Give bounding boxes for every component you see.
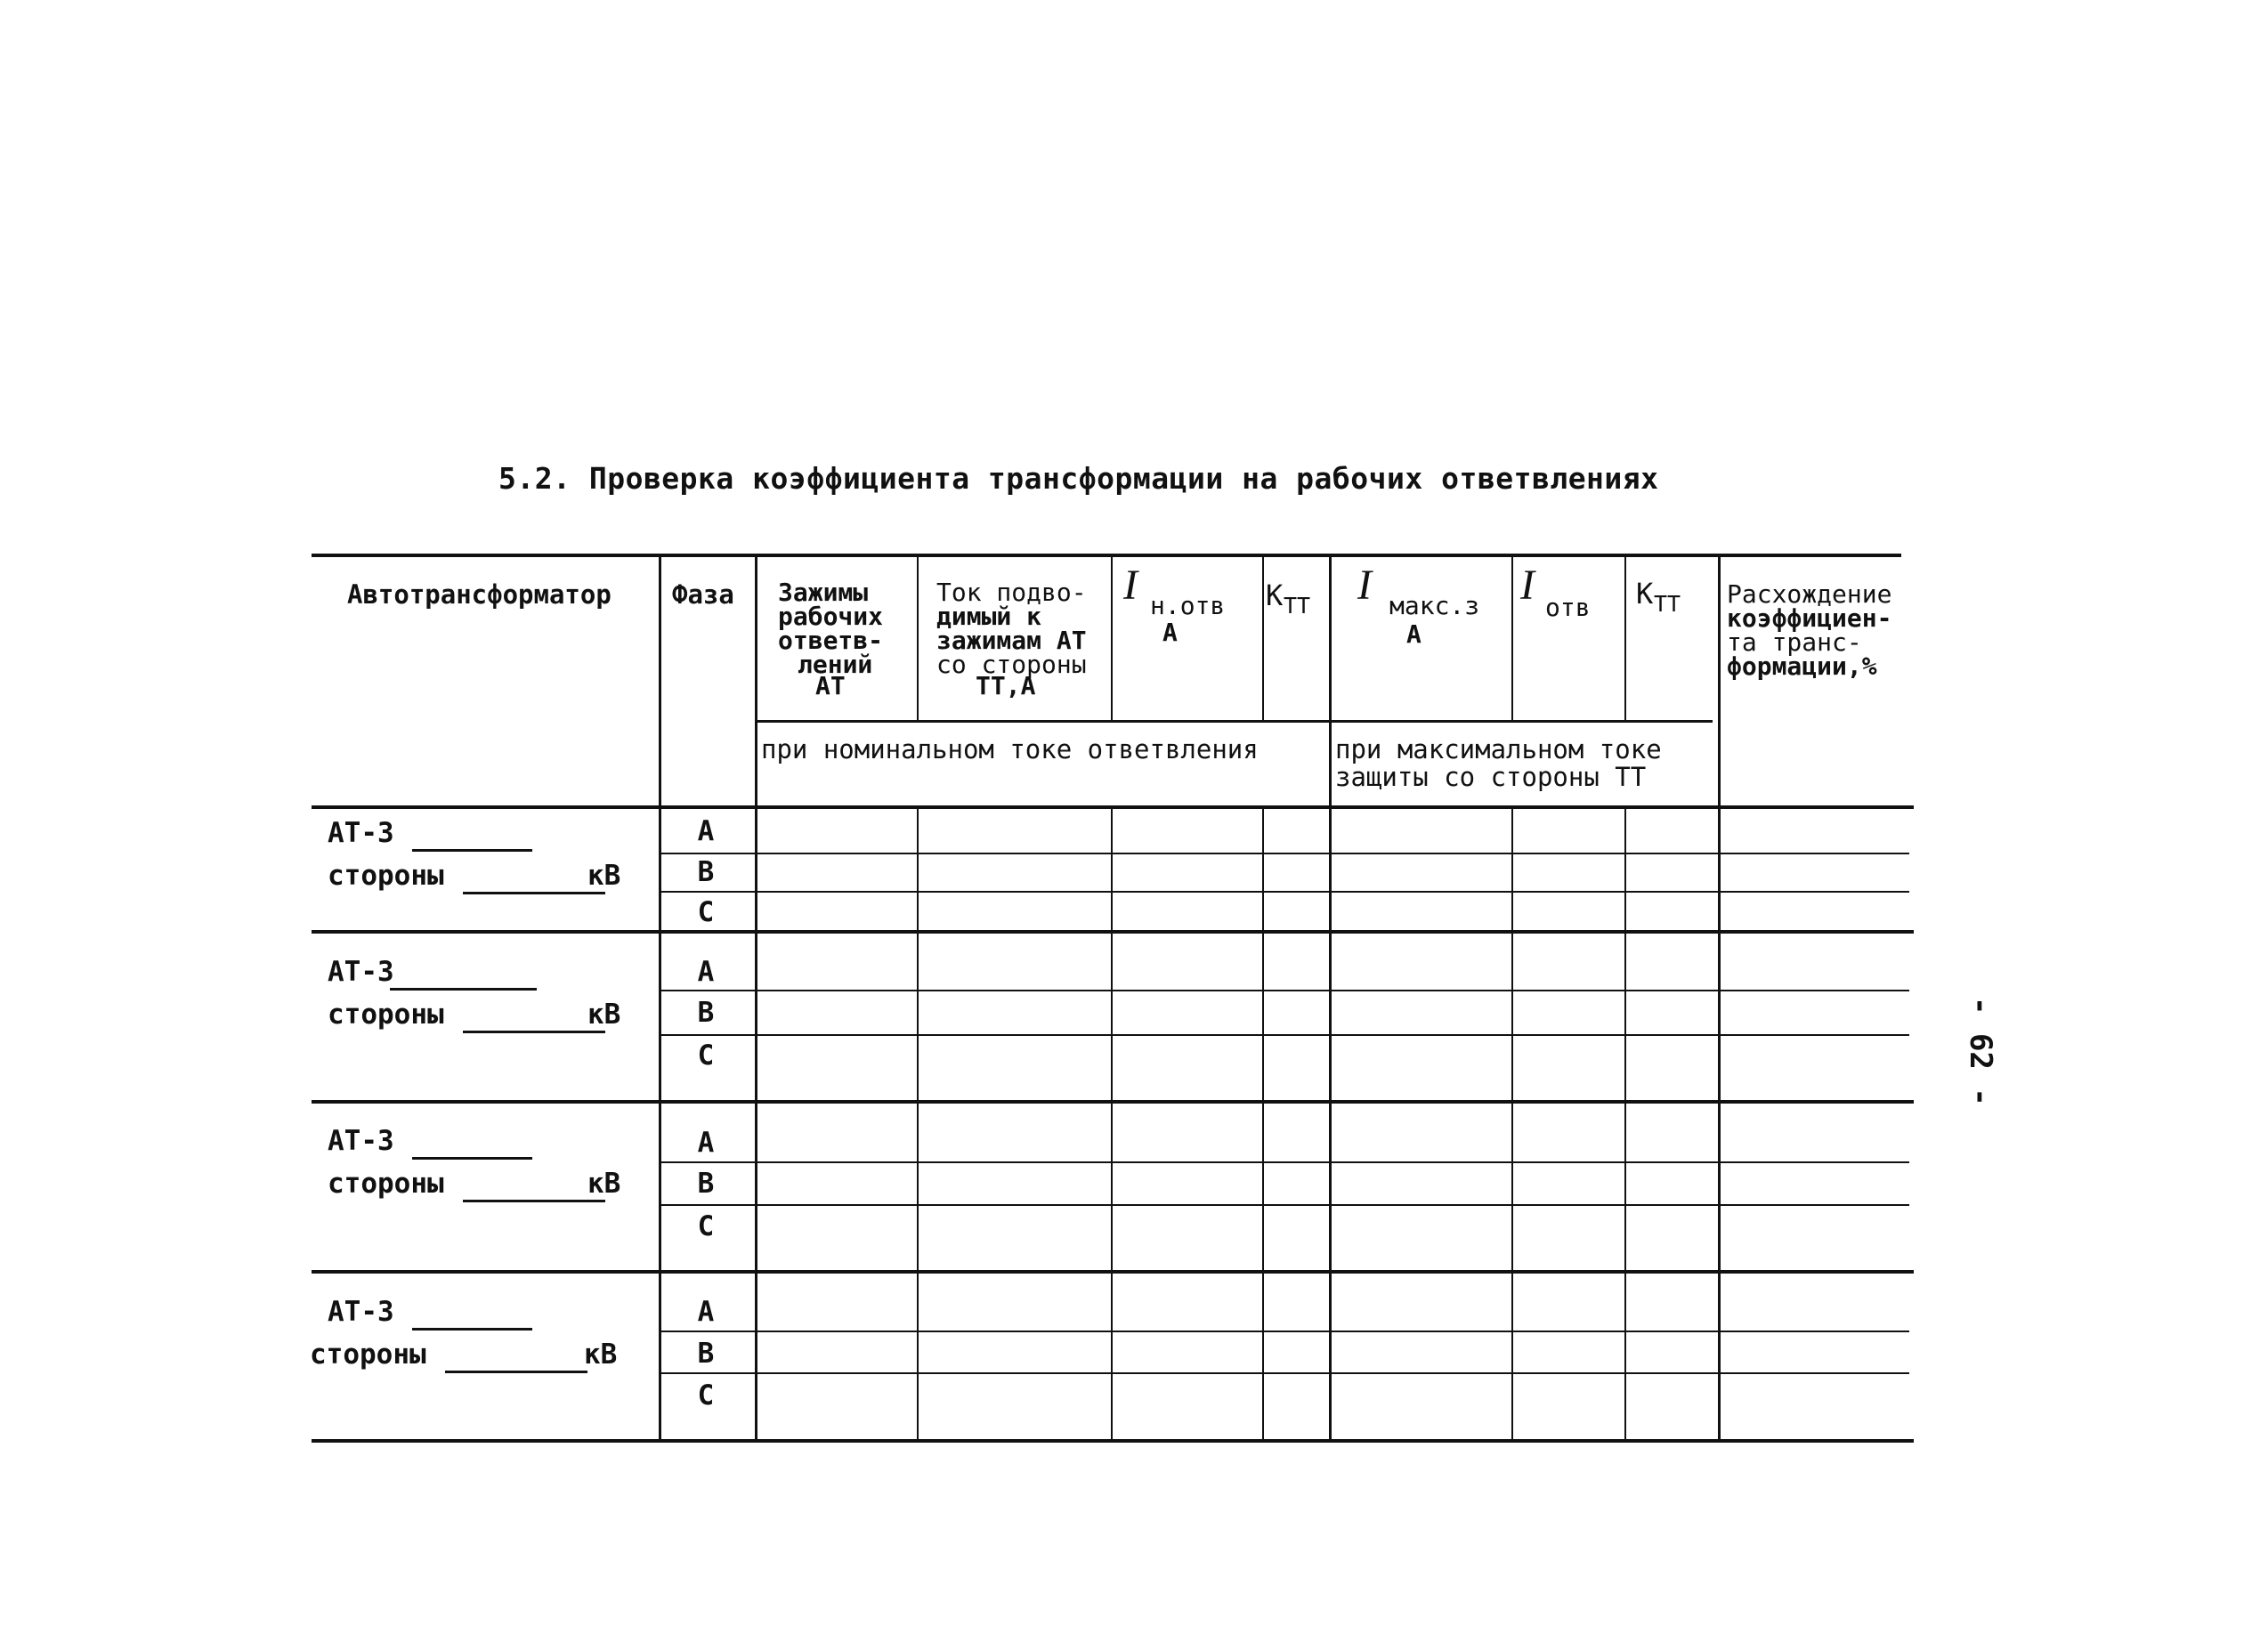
group-rule-3 bbox=[312, 1270, 1914, 1274]
phase-rule bbox=[659, 891, 1909, 893]
blank-line bbox=[412, 1157, 532, 1160]
kv-unit: кВ bbox=[587, 860, 621, 892]
col-rule bbox=[1262, 554, 1264, 721]
group-header-nominal: при номинальном токе ответвления bbox=[761, 734, 1259, 764]
phase-label: А bbox=[697, 956, 715, 988]
table-top-rule bbox=[312, 554, 1901, 557]
group-rule-2 bbox=[312, 1100, 1914, 1104]
col-rule bbox=[1262, 805, 1264, 1442]
phase-label: А bbox=[697, 815, 715, 847]
header-terminals-line: лений bbox=[798, 650, 873, 679]
col-rule-group-split bbox=[1329, 554, 1332, 1442]
phase-rule bbox=[659, 1161, 1909, 1163]
blank-line bbox=[463, 892, 605, 894]
page-number: - 62 - bbox=[1963, 997, 1998, 1106]
header-current-line: Ток подво- bbox=[936, 578, 1087, 607]
col-rule bbox=[1624, 554, 1626, 721]
k-tt-2-subscript: ТТ bbox=[1654, 591, 1681, 617]
phase-rule bbox=[659, 1331, 1909, 1332]
i-nom-unit: А bbox=[1162, 618, 1178, 647]
phase-label: В bbox=[697, 1338, 715, 1370]
header-discrepancy-line: Расхождение bbox=[1727, 579, 1892, 609]
col-rule bbox=[1624, 805, 1626, 1442]
header-terminals-line: ответв- bbox=[778, 626, 884, 655]
phase-label: С bbox=[697, 1210, 715, 1242]
header-discrepancy-line: формации,% bbox=[1727, 651, 1877, 681]
header-terminals-line: Зажимы bbox=[778, 578, 869, 607]
kv-unit: кВ bbox=[587, 999, 621, 1031]
header-mid-rule bbox=[757, 720, 1713, 723]
col-rule bbox=[917, 554, 919, 721]
i-max-unit: А bbox=[1406, 619, 1422, 649]
i-max-subscript: макс.з bbox=[1389, 591, 1480, 620]
at-label: АТ-3 bbox=[328, 1125, 394, 1157]
header-current-line: ТТ,А bbox=[976, 671, 1036, 700]
blank-line bbox=[463, 1031, 605, 1033]
col-rule bbox=[1111, 554, 1113, 721]
sides-label: стороны bbox=[328, 999, 444, 1031]
header-current-line: со стороны bbox=[936, 650, 1087, 679]
header-discrepancy-line: коэффициен- bbox=[1727, 603, 1892, 633]
phase-rule bbox=[659, 853, 1909, 854]
k-tt-1-subscript: ТТ bbox=[1284, 593, 1311, 619]
phase-label: С bbox=[697, 896, 715, 928]
group-rule-1 bbox=[312, 930, 1914, 934]
at-label: АТ-3 bbox=[328, 1296, 394, 1328]
i-max-symbol: I bbox=[1357, 562, 1372, 609]
kv-unit: кВ bbox=[584, 1339, 618, 1371]
k-tt-1-symbol: К bbox=[1266, 578, 1284, 612]
kv-unit: кВ bbox=[587, 1168, 621, 1200]
page-title: 5.2. Проверка коэффициента трансформации на рабочих ответвлениях bbox=[498, 461, 1659, 496]
sides-label: стороны bbox=[328, 1168, 444, 1200]
blank-line bbox=[390, 988, 537, 991]
i-nom-subscript: н.отв bbox=[1150, 591, 1226, 620]
phase-label: В bbox=[697, 1168, 715, 1200]
col-rule bbox=[1111, 805, 1113, 1442]
header-autotransformer: Автотрансформатор bbox=[347, 579, 612, 610]
at-label: АТ-3 bbox=[328, 956, 394, 988]
col-rule-phase-right bbox=[755, 554, 757, 1442]
phase-label: С bbox=[697, 1379, 715, 1411]
group-header-max-line1: при максимальном токе bbox=[1335, 734, 1662, 764]
phase-rule bbox=[659, 1372, 1909, 1374]
header-terminals-line: рабочих bbox=[778, 602, 884, 631]
header-terminals-line: АТ bbox=[815, 671, 846, 700]
phase-label: А bbox=[697, 1296, 715, 1328]
i-otv-symbol: I bbox=[1520, 562, 1535, 609]
phase-rule bbox=[659, 1204, 1909, 1206]
table-bottom-rule bbox=[312, 1439, 1914, 1443]
col-rule-discrepancy bbox=[1718, 554, 1721, 1442]
phase-rule bbox=[659, 990, 1909, 991]
at-label: АТ-3 bbox=[328, 817, 394, 849]
col-rule bbox=[1511, 805, 1513, 1442]
sides-label: стороны bbox=[328, 860, 444, 892]
sides-label: стороны bbox=[310, 1339, 426, 1371]
header-phase: Фаза bbox=[672, 579, 734, 610]
blank-line bbox=[463, 1200, 605, 1202]
phase-label: С bbox=[697, 1039, 715, 1072]
header-current-line: димый к bbox=[936, 602, 1042, 631]
header-current-line: зажимам АТ bbox=[936, 626, 1087, 655]
blank-line bbox=[412, 849, 532, 852]
blank-line bbox=[445, 1371, 587, 1373]
phase-label: В bbox=[697, 997, 715, 1029]
i-otv-subscript: отв bbox=[1545, 593, 1591, 622]
header-discrepancy-line: та транс- bbox=[1727, 627, 1862, 657]
group-header-max-line2: защиты со стороны ТТ bbox=[1335, 762, 1647, 792]
blank-line bbox=[412, 1328, 532, 1331]
col-rule bbox=[917, 805, 919, 1442]
k-tt-2-symbol: К bbox=[1636, 577, 1654, 611]
col-rule bbox=[1511, 554, 1513, 721]
phase-label: А bbox=[697, 1127, 715, 1159]
phase-rule bbox=[659, 1034, 1909, 1036]
i-nom-symbol: I bbox=[1123, 562, 1138, 609]
header-bottom-rule bbox=[312, 805, 1914, 809]
phase-label: В bbox=[697, 856, 715, 888]
